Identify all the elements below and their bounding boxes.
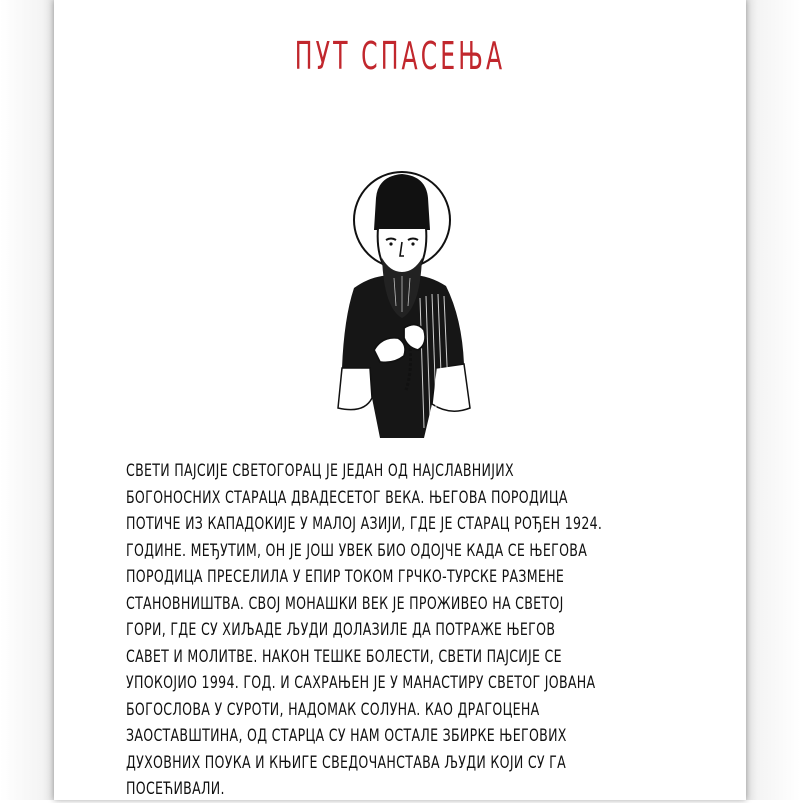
text-line: СВЕТИ ПАЈСИЈЕ СВЕТОГОРАЦ ЈЕ ЈЕДАН ОД НАЈСЛАВНИЈИХ	[126, 461, 514, 481]
text-line: ПОРОДИЦА ПРЕСЕЛИЛА У ЕПИР ТОКОМ ГРЧКО-ТУРСКЕ РАЗМЕНЕ	[126, 567, 565, 587]
text-line: ЗАОСТАВШТИНА, ОД СТАРЦА СУ НАМ ОСТАЛЕ ЗБИРКЕ ЊЕГОВИХ	[126, 726, 567, 746]
text-line: ПОТИЧЕ ИЗ КАПАДОКИЈЕ У МАЛОЈ АЗИЈИ, ГДЕ ЈЕ СТАРАЦ РОЂЕН 1924.	[126, 514, 603, 534]
biography-text	[126, 458, 686, 803]
text-line: ДУХОВНИХ ПОУКА И КЊИГЕ СВЕДОЧАНСТАВА ЉУДИ КОЈИ СУ ГА	[126, 752, 567, 773]
text-line: ГОДИНЕ. МЕЂУТИМ, ОН ЈЕ ЈОШ УВЕК БИО ОДОЈЧЕ КАДА СЕ ЊЕГОВА	[126, 540, 588, 561]
text-line: БОГОНОСНИХ СТАРАЦА ДВАДЕСЕТОГ ВЕКА. ЊЕГОВА ПОРОДИЦА	[126, 487, 568, 508]
text-line: СТАНОВНИШТВА. СВОЈ МОНАШКИ ВЕК ЈЕ ПРОЖИВЕО НА СВЕТОЈ	[126, 593, 564, 614]
book-page	[54, 0, 746, 800]
page-title: ПУТ СПАСЕЊА	[294, 34, 506, 78]
text-line: ПОСЕЋИВАЛИ.	[126, 779, 225, 799]
text-line: УПОКОЈИО 1994. ГОД. И САХРАЊЕН ЈЕ У МАНАСТИРУ СВЕТОГ ЈОВАНА	[126, 673, 596, 693]
text-line: ГОРИ, ГДЕ СУ ХИЉАДЕ ЉУДИ ДОЛАЗИЛЕ ДА ПОТРАЖЕ ЊЕГОВ	[126, 620, 556, 640]
text-line: САВЕТ И МОЛИТВЕ. НАКОН ТЕШКЕ БОЛЕСТИ, СВЕТИ ПАЈСИЈЕ СЕ	[126, 646, 562, 667]
text-line: БОГОСЛОВА У СУРОТИ, НАДОМАК СОЛУНА. КАО ДРАГОЦЕНА	[126, 699, 540, 720]
saint-portrait-illustration	[324, 168, 474, 448]
